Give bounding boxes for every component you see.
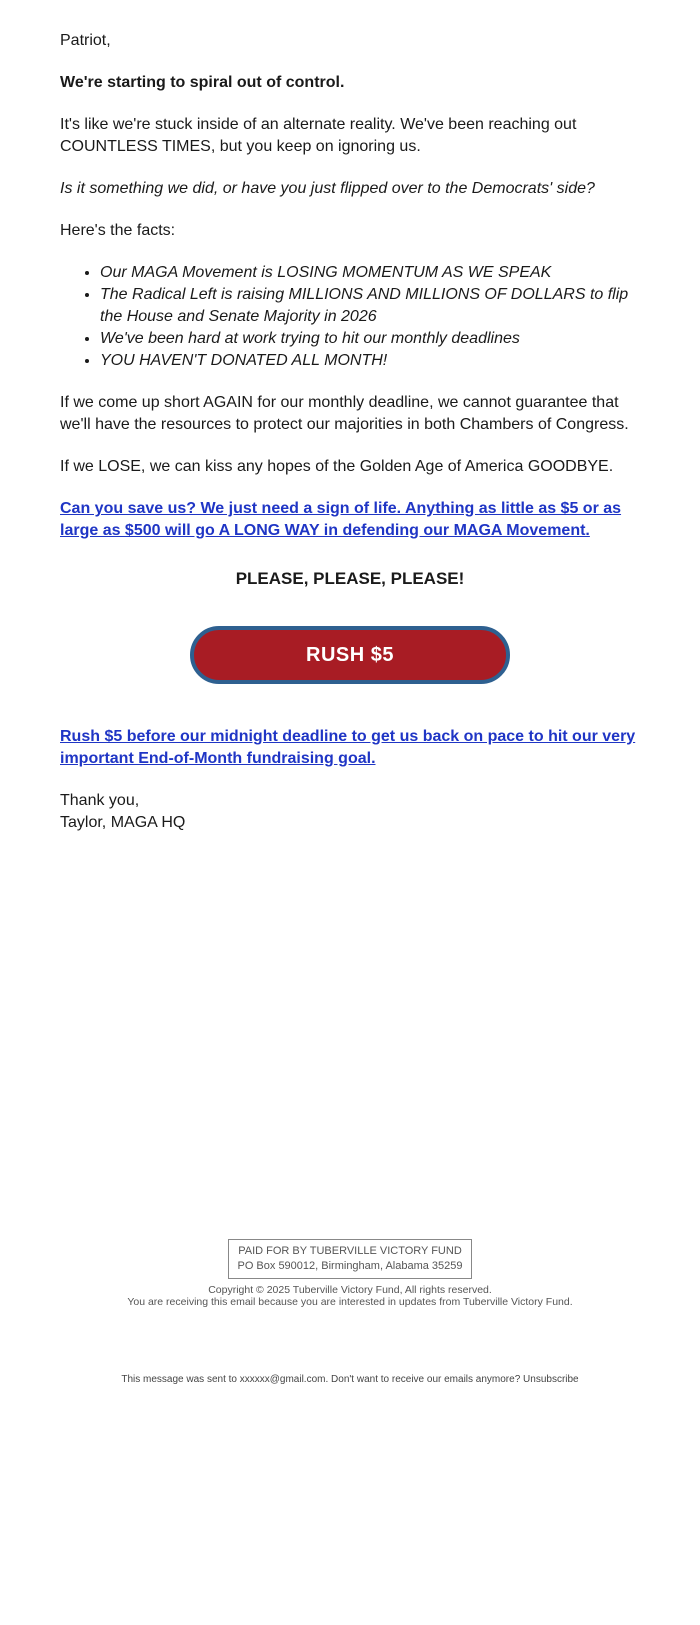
receiving-text: You are receiving this email because you are interested in updates from Tuberville Victory Fund.: [127, 1296, 573, 1308]
paragraph-come-up-short: If we come up short AGAIN for our monthly deadline, we cannot guarantee that we'll have the resources to protect our majorities in both Chambers of Congress.: [60, 394, 629, 433]
spacer: [60, 854, 640, 1239]
fact-item: • YOU HAVEN'T DONATED ALL MONTH!: [100, 350, 640, 372]
sent-to-line: [60, 1374, 640, 1386]
save-us-donate-link[interactable]: Can you save us? We just need a sign of life. Anything as little as $5 or as large as $500 will go A LONG WAY in defending our MAGA Movement.: [60, 500, 622, 539]
midnight-deadline-link[interactable]: Rush $5 before our midnight deadline to get us back on pace to hit our very important End-of-Month fundraising goal.: [60, 728, 636, 767]
rush-5-button[interactable]: RUSH $5: [190, 626, 510, 684]
sent-to-text: This message was sent to xxxxxx@gmail.com. Don't want to receive our emails anymore?: [121, 1374, 524, 1385]
plea-text: PLEASE, PLEASE, PLEASE!: [235, 569, 465, 588]
facts-list: [60, 262, 640, 372]
facts-intro: Here's the facts:: [60, 222, 176, 239]
fact-item: • Our MAGA Movement is LOSING MOMENTUM AS WE SPEAK: [100, 262, 640, 284]
button-container: [60, 626, 640, 684]
paid-for-line1: PAID FOR BY TUBERVILLE VICTORY FUND: [238, 1245, 462, 1257]
spacer: [60, 1308, 640, 1374]
signoff-sender: Taylor, MAGA HQ: [60, 814, 186, 831]
paragraph-flipped-sides: Is it something we did, or have you just flipped over to the Democrats' side?: [60, 180, 595, 197]
footer: [60, 1239, 640, 1386]
paid-for-disclaimer-box: [228, 1239, 471, 1279]
signoff: [60, 790, 640, 834]
headline: We're starting to spiral out of control.: [60, 74, 345, 91]
paid-for-line2: PO Box 590012, Birmingham, Alabama 35259: [237, 1260, 463, 1272]
fact-item: • We've been hard at work trying to hit our monthly deadlines: [100, 328, 640, 350]
unsubscribe-link[interactable]: Unsubscribe: [523, 1374, 579, 1385]
paragraph-golden-age: If we LOSE, we can kiss any hopes of the Golden Age of America GOODBYE.: [60, 458, 614, 475]
email-body: [50, 0, 650, 1386]
paragraph-alternate-reality: It's like we're stuck inside of an alternate reality. We've been reaching out COUNTLESS TIMES, but you keep on ignoring us.: [60, 116, 577, 155]
fact-item: • The Radical Left is raising MILLIONS AND MILLIONS OF DOLLARS to flip the House and Senate Majority in 2026: [100, 284, 640, 328]
copyright-text: Copyright © 2025 Tuberville Victory Fund, All rights reserved.: [208, 1284, 492, 1296]
signoff-thanks: Thank you,: [60, 792, 140, 809]
greeting: Patriot,: [60, 32, 111, 49]
